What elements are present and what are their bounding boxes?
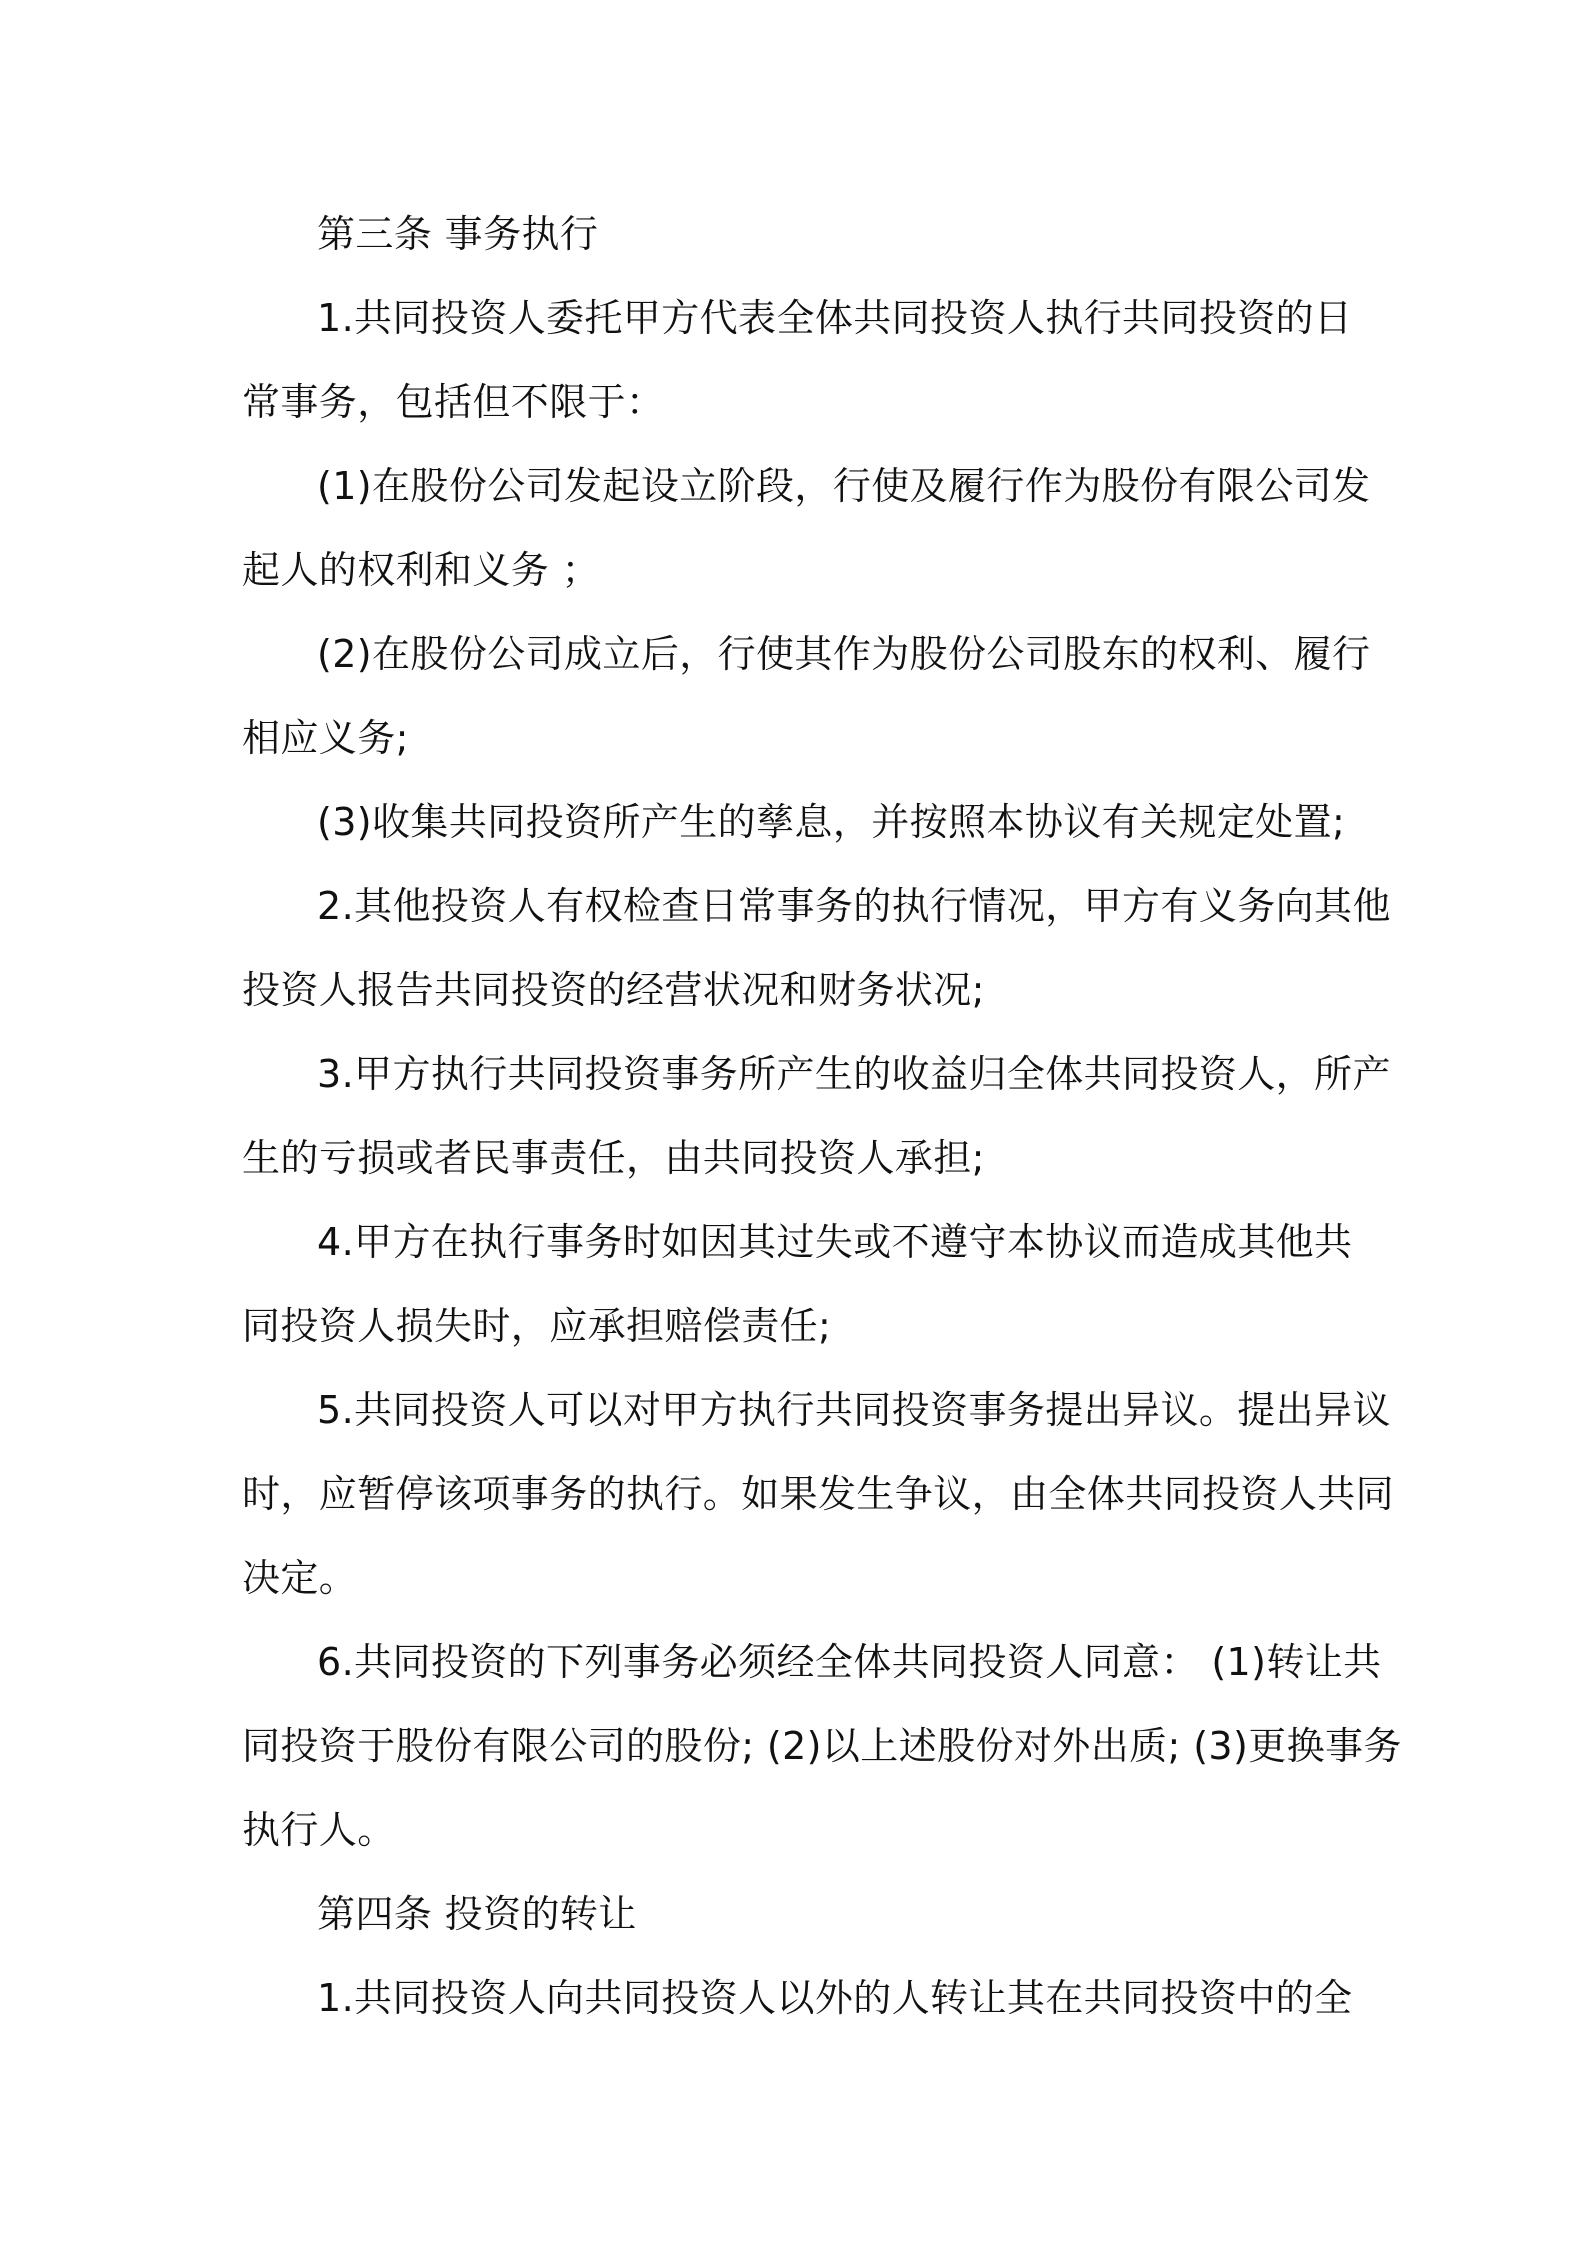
paragraph-line: 同投资于股份有限公司的股份; (2)以上述股份对外出质; (3)更换事务: [242, 1724, 1402, 1768]
paragraph-line: 3.甲方执行共同投资事务所产生的收益归全体共同投资人，所产: [317, 1052, 1391, 1096]
section-4-heading: 第四条 投资的转让: [317, 1892, 637, 1936]
section-3-item-1: [242, 276, 1356, 444]
paragraph-line: (1)在股份公司发起设立阶段，行使及履行作为股份有限公司发: [317, 464, 1371, 508]
paragraph-line: 1.共同投资人向共同投资人以外的人转让其在共同投资中的全: [317, 1976, 1353, 2020]
paragraph-line: 4.甲方在执行事务时如因其过失或不遵守本协议而造成其他共: [317, 1220, 1353, 1264]
paragraph-line: (2)在股份公司成立后，行使其作为股份公司股东的权利、履行: [317, 632, 1371, 676]
paragraph-line: 1.共同投资人委托甲方代表全体共同投资人执行共同投资的日: [317, 296, 1353, 340]
paragraph-line: 相应义务;: [242, 716, 409, 760]
document-body: [242, 192, 1402, 2040]
section-3-item-3: [242, 1032, 1391, 1200]
paragraph-line: 投资人报告共同投资的经营状况和财务状况;: [242, 968, 985, 1012]
paragraph-line: (3)收集共同投资所产生的孳息，并按照本协议有关规定处置;: [317, 800, 1346, 844]
paragraph-line: 2.其他投资人有权检查日常事务的执行情况，甲方有义务向其他: [317, 884, 1391, 928]
paragraph-line: 执行人。: [242, 1808, 396, 1852]
section-3-heading: 第三条 事务执行: [317, 212, 599, 256]
paragraph-line: 决定。: [242, 1556, 358, 1600]
section-3-subitem-1: [242, 444, 1371, 612]
paragraph-line: 起人的权利和义务 ；: [242, 548, 601, 592]
section-3-item-5: [242, 1368, 1395, 1620]
paragraph-line: 5.共同投资人可以对甲方执行共同投资事务提出异议。提出异议: [317, 1388, 1391, 1432]
paragraph-line: 常事务，包括但不限于：: [242, 380, 665, 424]
section-3-subitem-3: [242, 780, 1356, 864]
paragraph-line: 同投资人损失时，应承担赔偿责任;: [242, 1304, 832, 1348]
section-3-item-2: [242, 864, 1391, 1032]
paragraph-line: 时，应暂停该项事务的执行。如果发生争议，由全体共同投资人共同: [242, 1472, 1395, 1516]
section-3-item-6: [242, 1620, 1402, 1872]
paragraph-line: 6.共同投资的下列事务必须经全体共同投资人同意： (1)转让共: [317, 1640, 1382, 1684]
section-4-item-1: [242, 1956, 1356, 2040]
paragraph-line: 生的亏损或者民事责任，由共同投资人承担;: [242, 1136, 985, 1180]
section-3-item-4: [242, 1200, 1356, 1368]
section-3-subitem-2: [242, 612, 1371, 780]
